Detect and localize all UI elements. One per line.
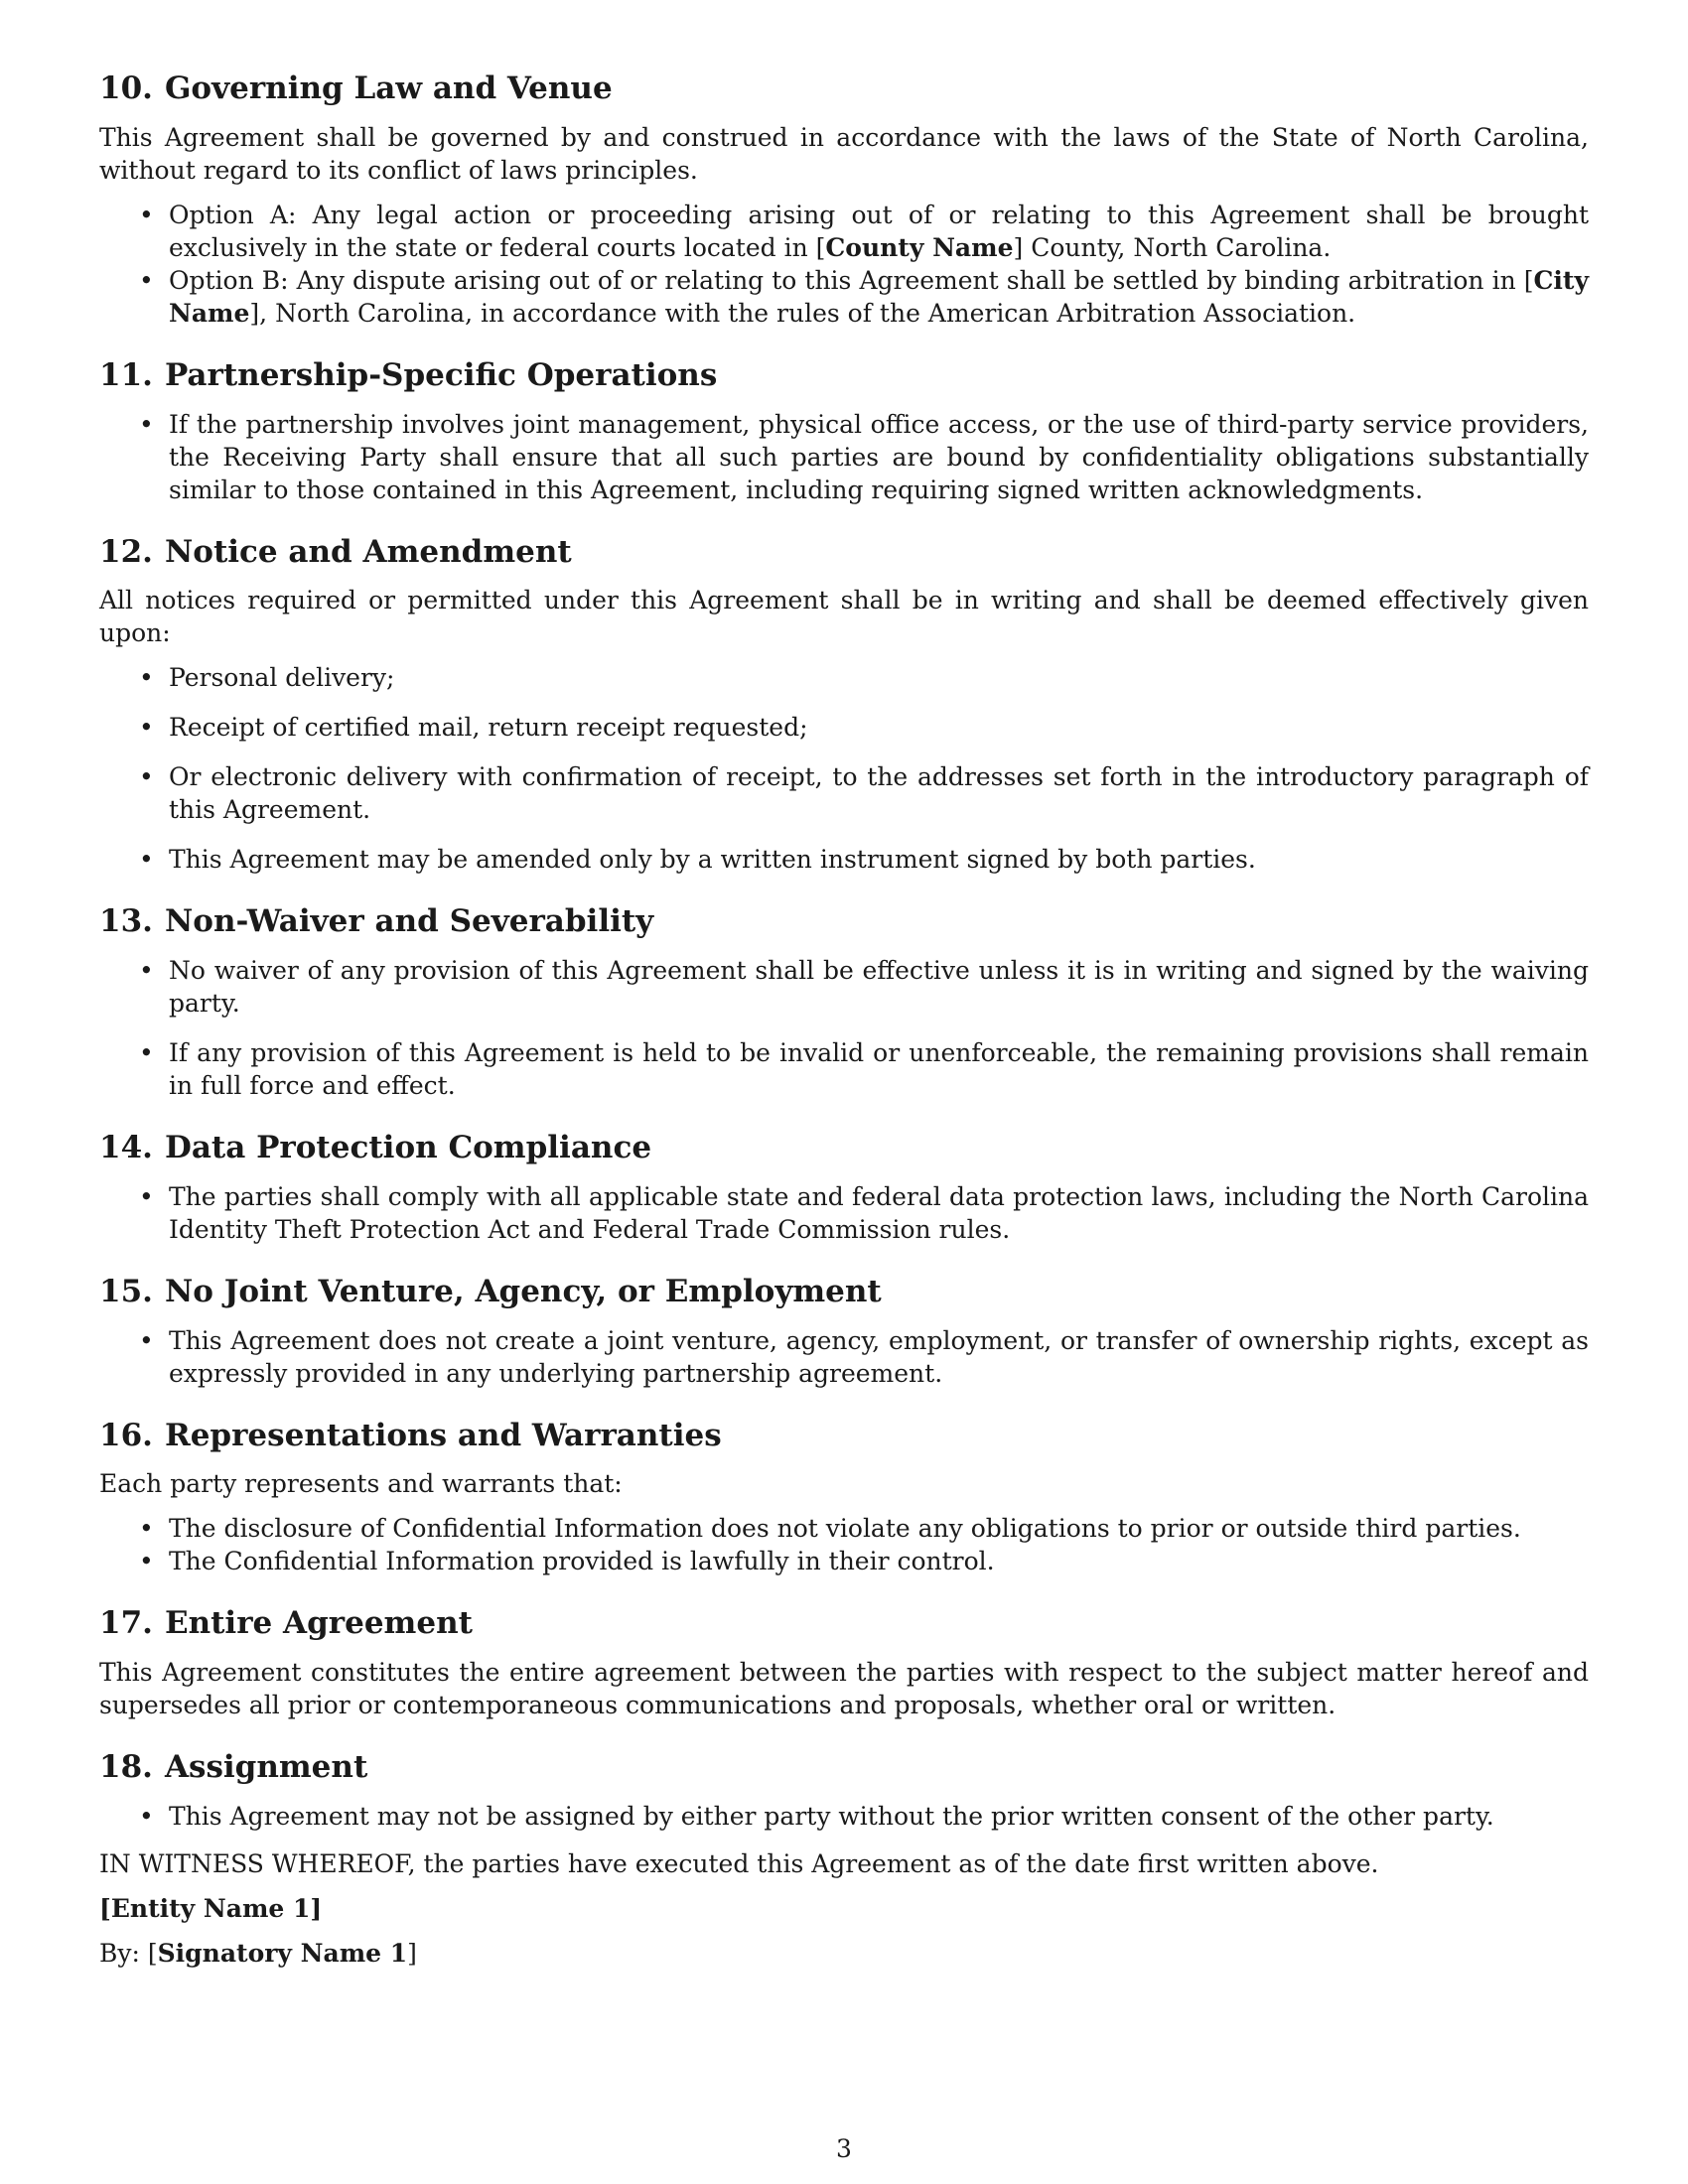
list-item: • Or electronic delivery with confirmation of receipt, to the addresses set forth in the introductory paragraph of this Agreement. [99,760,1589,826]
list-item: • Personal delivery; [99,661,1589,694]
section-heading: 17. Entire Agreement [99,1605,473,1642]
section-heading: 18. Assignment [99,1749,368,1785]
list-item: • Receipt of certified mail, return receipt requested; [99,711,1589,744]
section-heading: 11. Partnership-Specific Operations [99,356,718,393]
list-item: • The Confidential Information provided is lawfully in their control. [99,1545,1589,1577]
section-heading: 14. Data Protection Compliance [99,1130,652,1165]
list-item: • This Agreement does not create a joint venture, agency, employment, or transfer of ownership rights, except as expressly provided in any underlying partnership agreement. [99,1324,1589,1390]
bullet-list [99,954,1589,1102]
section-heading: 13. Non-Waiver and Severability [99,903,654,940]
page-number: 3 [836,2134,852,2163]
section-heading: 15. No Joint Venture, Agency, or Employment [99,1273,882,1309]
list-item: • If the partnership involves joint management, physical office access, or the use of third-party service providers, the Receiving Party shall ensure that all such parties are bound by confidentiality obligations substantially similar to those contained in this Agreement, including requiring signed written acknowledgments. [99,408,1589,506]
section-17 [99,1604,1589,1721]
bullet-list [99,1180,1589,1246]
signatory-line: By: [Signatory Name 1] [99,1938,417,1968]
list-item: • This Agreement may not be assigned by either party without the prior written consent of the other party. [99,1800,1589,1833]
list-item: • Option B: Any dispute arising out of or relating to this Agreement shall be settled by binding arbitration in [City Name], North Carolina, in accordance with the rules of the American Arbitration Association. [99,264,1589,330]
list-item: • The parties shall comply with all applicable state and federal data protection laws, including the North Carolina Identity Theft Protection Act and Federal Trade Commission rules. [99,1180,1589,1246]
list-item: • This Agreement may be amended only by a written instrument signed by both parties. [99,843,1589,876]
section-16 [99,1417,1589,1578]
section-13 [99,902,1589,1102]
document-page [99,69,1589,1981]
section-heading: 10. Governing Law and Venue [99,70,613,106]
bullet-list [99,661,1589,876]
section-10 [99,69,1589,330]
bullet-list [99,408,1589,506]
section-18 [99,1748,1589,1833]
section-11 [99,356,1589,506]
bullet-list [99,1800,1589,1833]
bullet-list [99,1512,1589,1577]
section-heading: 16. Representations and Warranties [99,1417,722,1453]
section-intro: Each party represents and warrants that: [99,1469,623,1499]
list-item: • No waiver of any provision of this Agreement shall be effective unless it is in writing and signed by the waiving party. [99,954,1589,1020]
list-item: • If any provision of this Agreement is held to be invalid or unenforceable, the remaining provisions shall remain in full force and effect. [99,1036,1589,1102]
section-15 [99,1273,1589,1390]
bullet-list [99,1324,1589,1390]
bullet-list [99,199,1589,330]
section-heading: 12. Notice and Amendment [99,533,572,570]
entity-name: [Entity Name 1] [99,1893,323,1923]
section-14 [99,1129,1589,1246]
section-intro: This Agreement shall be governed by and construed in accordance with the laws of the State of North Carolina, without regard to its conflict of laws principles. [99,122,1589,185]
list-item: • The disclosure of Confidential Information does not violate any obligations to prior or outside third parties. [99,1512,1589,1545]
section-12 [99,533,1589,877]
list-item: • Option A: Any legal action or proceeding arising out of or relating to this Agreement shall be brought exclusively in the state or federal courts located in [County Name] County, North Carolina. [99,199,1589,264]
witness-statement: IN WITNESS WHEREOF, the parties have executed this Agreement as of the date first written above. [99,1848,1379,1878]
section-intro: All notices required or permitted under this Agreement shall be in writing and shall be deemed effectively given upon: [99,586,1589,648]
section-body: This Agreement constitutes the entire agreement between the parties with respect to the subject matter hereof and supersedes all prior or contemporaneous communications and proposals, whether oral or written. [99,1658,1589,1719]
